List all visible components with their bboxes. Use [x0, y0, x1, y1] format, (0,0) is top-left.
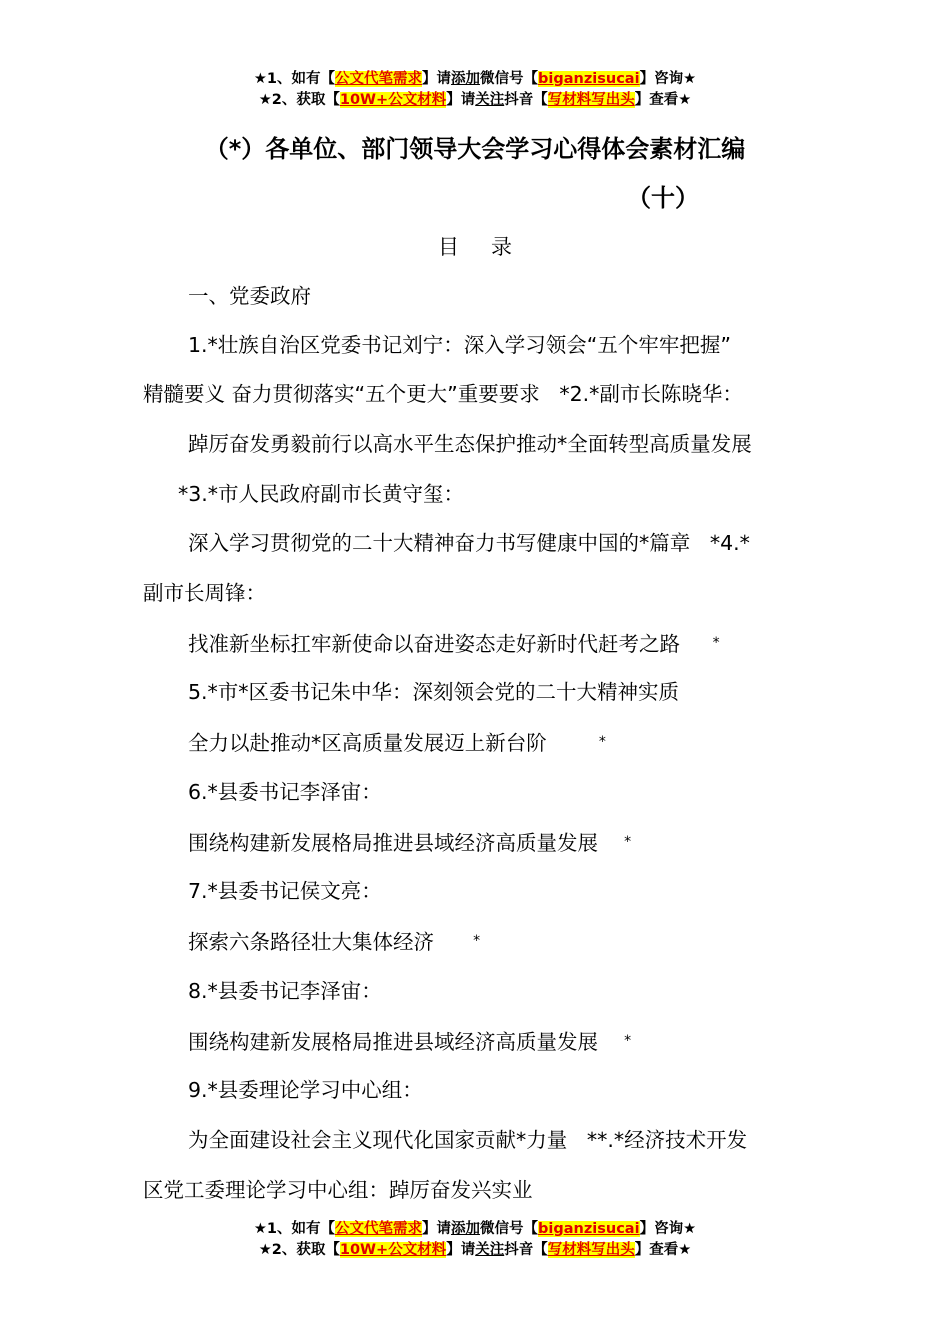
- promo-underlined: 关注: [475, 92, 505, 108]
- document-title: （*）各单位、部门领导大会学习心得体会素材汇编: [204, 135, 746, 163]
- promo-text: ★2、获取【: [258, 1242, 340, 1258]
- promo-text: 抖音【: [504, 92, 548, 108]
- promo-highlight-service: 公文代笔需求: [335, 1221, 423, 1237]
- toc-item-text: 围绕构建新发展格局推进县域经济高质量发展: [188, 1030, 598, 1054]
- toc-item-4-number: *4.*: [709, 531, 750, 555]
- toc-item-8-line-1: 8.*县委书记李泽宙：: [188, 979, 382, 1003]
- promo-highlight-douyin: 写材料写出头: [547, 92, 635, 108]
- promo-highlight-wechat: biganzisucai: [538, 1221, 640, 1237]
- promo-underlined: 添加: [451, 1221, 481, 1237]
- toc-item-text: 围绕构建新发展格局推进县域经济高质量发展: [188, 831, 598, 855]
- toc-item-5-line-1: 5.*市*区委书记朱中华：深刻领会党的二十大精神实质: [188, 680, 680, 704]
- promo-line-1: [0, 1219, 950, 1240]
- promo-text: 】请: [422, 1221, 452, 1237]
- toc-item-text: 精髓要义 奋力贯彻落实“五个更大”重要要求: [143, 382, 540, 406]
- section-heading: 一、党委政府: [188, 284, 311, 308]
- toc-item-10-line-2: 区党工委理论学习中心组：踔厉奋发兴实业: [143, 1178, 533, 1202]
- promo-highlight-wechat: biganzisucai: [538, 71, 640, 87]
- toc-item-text: 探索六条路径壮大集体经济: [188, 930, 434, 954]
- toc-item-3-line-1: *3.*市人民政府副市长黄守玺：: [178, 482, 465, 506]
- promo-text: 】请: [446, 1242, 476, 1258]
- toc-item-marker: *: [473, 933, 481, 949]
- promo-underlined: 关注: [475, 1242, 505, 1258]
- promo-line-1: [0, 69, 950, 90]
- promo-text: 】咨询★: [639, 71, 697, 87]
- toc-item-4-line-1: 副市长周锋：: [143, 581, 266, 605]
- toc-item-3-line-2: [188, 529, 750, 557]
- toc-item-6-line-2: [188, 828, 631, 857]
- toc-item-marker: *: [598, 734, 606, 750]
- toc-item-5-line-2: [188, 728, 606, 757]
- promo-underlined: 添加: [451, 71, 481, 87]
- promo-text: ★1、如有【: [253, 1221, 336, 1237]
- toc-item-text: 找准新坐标扛牢新使命以奋进姿态走好新时代赶考之路: [188, 632, 680, 656]
- promo-banner-bottom: [0, 1219, 950, 1261]
- promo-text: ★2、获取【: [258, 92, 340, 108]
- promo-line-2: [0, 90, 950, 111]
- toc-item-10-line-1: **.*经济技术开发: [586, 1128, 748, 1152]
- toc-item-marker: *: [624, 834, 632, 850]
- promo-text: ★1、如有【: [253, 71, 336, 87]
- toc-item-2-line-1: *2.*副市长陈晓华：: [559, 382, 743, 406]
- toc-item-text: 深入学习贯彻党的二十大精神奋力书写健康中国的*篇章: [188, 531, 691, 555]
- promo-text: 】查看★: [634, 92, 692, 108]
- promo-text: 】查看★: [634, 1242, 692, 1258]
- toc-item-7-line-1: 7.*县委书记侯文亮：: [188, 879, 382, 903]
- toc-item-marker: *: [712, 635, 720, 651]
- toc-item-9-line-2: [188, 1126, 747, 1154]
- toc-item-1-line-1: 1.*壮族自治区党委书记刘宁：深入学习领会“五个牢牢把握”: [188, 333, 732, 357]
- toc-heading: 目录: [438, 235, 544, 259]
- promo-text: 微信号【: [480, 1221, 539, 1237]
- promo-highlight-service: 公文代笔需求: [335, 71, 423, 87]
- toc-item-6-line-1: 6.*县委书记李泽宙：: [188, 780, 382, 804]
- toc-item-9-line-1: 9.*县委理论学习中心组：: [188, 1078, 423, 1102]
- toc-item-4-line-2: [188, 629, 720, 658]
- promo-text: 微信号【: [480, 71, 539, 87]
- promo-line-2: [0, 1240, 950, 1261]
- toc-item-2-line-2: 踔厉奋发勇毅前行以高水平生态保护推动*全面转型高质量发展: [188, 432, 752, 456]
- toc-item-text: 全力以赴推动*区高质量发展迈上新台阶: [188, 731, 547, 755]
- promo-banner-top: [0, 69, 950, 111]
- toc-item-marker: *: [624, 1033, 632, 1049]
- toc-item-8-line-2: [188, 1027, 631, 1056]
- promo-text: 】咨询★: [639, 1221, 697, 1237]
- toc-item-1-line-2: [143, 380, 743, 408]
- promo-highlight-douyin: 写材料写出头: [547, 1242, 635, 1258]
- promo-text: 】请: [422, 71, 452, 87]
- promo-text: 】请: [446, 92, 476, 108]
- toc-item-7-line-2: [188, 927, 480, 956]
- promo-highlight-materials: 10W+公文材料: [339, 1242, 447, 1258]
- document-title-volume: （十）: [627, 184, 699, 212]
- promo-highlight-materials: 10W+公文材料: [339, 92, 447, 108]
- toc-item-text: 为全面建设社会主义现代化国家贡献*力量: [188, 1128, 568, 1152]
- promo-text: 抖音【: [504, 1242, 548, 1258]
